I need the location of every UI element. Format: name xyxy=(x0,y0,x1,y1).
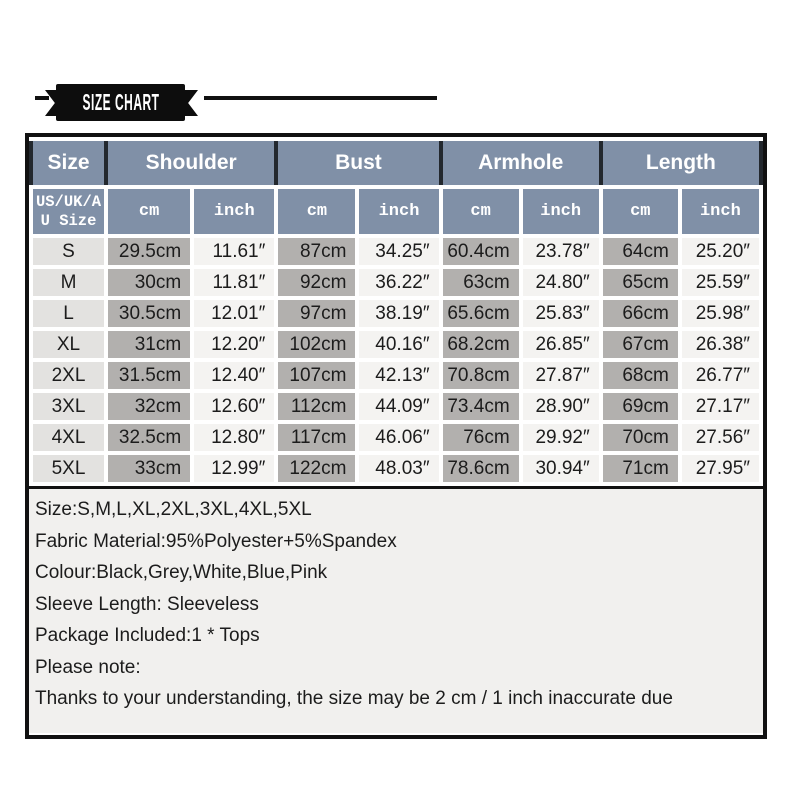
inch-cell: 46.06″ xyxy=(359,424,438,451)
cm-cell: 67cm xyxy=(603,331,678,358)
header-armhole: Armhole xyxy=(443,141,599,185)
unit-header: cm xyxy=(108,189,190,234)
unit-header: inch xyxy=(682,189,759,234)
banner-left-dash xyxy=(35,96,49,100)
cm-cell: 65.6cm xyxy=(443,300,519,327)
cm-cell: 33cm xyxy=(108,455,190,482)
inch-cell: 36.22″ xyxy=(359,269,438,296)
cm-cell: 65cm xyxy=(603,269,678,296)
table-row xyxy=(33,269,759,296)
cm-cell: 102cm xyxy=(278,331,355,358)
inch-cell: 26.77″ xyxy=(682,362,759,389)
cm-cell: 29.5cm xyxy=(108,238,190,265)
inch-cell: 25.59″ xyxy=(682,269,759,296)
header-bust: Bust xyxy=(278,141,438,185)
inch-cell: 12.99″ xyxy=(194,455,274,482)
inch-cell: 12.60″ xyxy=(194,393,274,420)
inch-cell: 25.83″ xyxy=(523,300,599,327)
cm-cell: 87cm xyxy=(278,238,355,265)
unit-header-row xyxy=(33,189,759,234)
inch-cell: 26.85″ xyxy=(523,331,599,358)
inch-cell: 28.90″ xyxy=(523,393,599,420)
inch-cell: 25.20″ xyxy=(682,238,759,265)
cm-cell: 70.8cm xyxy=(443,362,519,389)
inch-cell: 30.94″ xyxy=(523,455,599,482)
inch-cell: 29.92″ xyxy=(523,424,599,451)
note-sleeve-length: Sleeve Length: Sleeveless xyxy=(35,593,259,615)
unit-header: inch xyxy=(523,189,599,234)
size-chart-box xyxy=(25,133,767,739)
cm-cell: 32.5cm xyxy=(108,424,190,451)
cm-cell: 70cm xyxy=(603,424,678,451)
header-size: Size xyxy=(33,141,104,185)
size-cell: 3XL xyxy=(33,393,104,420)
cm-cell: 73.4cm xyxy=(443,393,519,420)
cm-cell: 32cm xyxy=(108,393,190,420)
cm-cell: 92cm xyxy=(278,269,355,296)
inch-cell: 24.80″ xyxy=(523,269,599,296)
size-table xyxy=(29,137,763,486)
table-row xyxy=(33,300,759,327)
cm-cell: 30.5cm xyxy=(108,300,190,327)
cm-cell: 68.2cm xyxy=(443,331,519,358)
inch-cell: 40.16″ xyxy=(359,331,438,358)
cm-cell: 31cm xyxy=(108,331,190,358)
cm-cell: 107cm xyxy=(278,362,355,389)
inch-cell: 34.25″ xyxy=(359,238,438,265)
table-row xyxy=(33,331,759,358)
ribbon xyxy=(56,84,185,121)
note-fabric-material: Fabric Material:95%Polyester+5%Spandex xyxy=(35,530,397,552)
inch-cell: 12.80″ xyxy=(194,424,274,451)
header-length: Length xyxy=(603,141,759,185)
inch-cell: 27.95″ xyxy=(682,455,759,482)
product-notes xyxy=(29,486,763,733)
banner-right-line xyxy=(204,96,437,100)
inch-cell: 44.09″ xyxy=(359,393,438,420)
cm-cell: 69cm xyxy=(603,393,678,420)
header-shoulder: Shoulder xyxy=(108,141,274,185)
size-chart-title: SIZE CHART xyxy=(82,89,159,115)
note-package-included: Package Included:1 * Tops xyxy=(35,625,260,646)
inch-cell: 27.56″ xyxy=(682,424,759,451)
table-row xyxy=(33,362,759,389)
group-header-row xyxy=(33,141,759,185)
cm-cell: 117cm xyxy=(278,424,355,451)
cm-cell: 60.4cm xyxy=(443,238,519,265)
size-cell: 4XL xyxy=(33,424,104,451)
note-size-range: Size:S,M,L,XL,2XL,3XL,4XL,5XL xyxy=(35,499,312,520)
table-row xyxy=(33,424,759,451)
inch-cell: 11.61″ xyxy=(194,238,274,265)
cm-cell: 68cm xyxy=(603,362,678,389)
cm-cell: 122cm xyxy=(278,455,355,482)
inch-cell: 27.17″ xyxy=(682,393,759,420)
cm-cell: 76cm xyxy=(443,424,519,451)
inch-cell: 26.38″ xyxy=(682,331,759,358)
table-row xyxy=(33,455,759,482)
header-us-uk-au-size: US/UK/A U Size xyxy=(33,189,104,234)
size-cell: 5XL xyxy=(33,455,104,482)
size-cell: XL xyxy=(33,331,104,358)
cm-cell: 63cm xyxy=(443,269,519,296)
size-cell: 2XL xyxy=(33,362,104,389)
inch-cell: 11.81″ xyxy=(194,269,274,296)
size-chart-banner xyxy=(0,70,800,130)
inch-cell: 48.03″ xyxy=(359,455,438,482)
size-cell: S xyxy=(33,238,104,265)
cm-cell: 71cm xyxy=(603,455,678,482)
cm-cell: 97cm xyxy=(278,300,355,327)
inch-cell: 12.01″ xyxy=(194,300,274,327)
table-row xyxy=(33,393,759,420)
cm-cell: 31.5cm xyxy=(108,362,190,389)
size-cell: M xyxy=(33,269,104,296)
inch-cell: 25.98″ xyxy=(682,300,759,327)
unit-header: cm xyxy=(603,189,678,234)
cm-cell: 66cm xyxy=(603,300,678,327)
unit-header: cm xyxy=(278,189,355,234)
note-disclaimer: Thanks to your understanding, the size may be 2 cm / 1 inch inaccurate due xyxy=(35,688,673,709)
inch-cell: 42.13″ xyxy=(359,362,438,389)
cm-cell: 78.6cm xyxy=(443,455,519,482)
unit-header: inch xyxy=(194,189,274,234)
note-please-note: Please note: xyxy=(35,656,141,678)
cm-cell: 112cm xyxy=(278,393,355,420)
inch-cell: 12.40″ xyxy=(194,362,274,389)
inch-cell: 12.20″ xyxy=(194,331,274,358)
size-cell: L xyxy=(33,300,104,327)
cm-cell: 30cm xyxy=(108,269,190,296)
cm-cell: 64cm xyxy=(603,238,678,265)
note-colour: Colour:Black,Grey,White,Blue,Pink xyxy=(35,562,328,583)
table-row xyxy=(33,238,759,265)
unit-header: cm xyxy=(443,189,519,234)
inch-cell: 38.19″ xyxy=(359,300,438,327)
unit-header: inch xyxy=(359,189,438,234)
inch-cell: 23.78″ xyxy=(523,238,599,265)
inch-cell: 27.87″ xyxy=(523,362,599,389)
